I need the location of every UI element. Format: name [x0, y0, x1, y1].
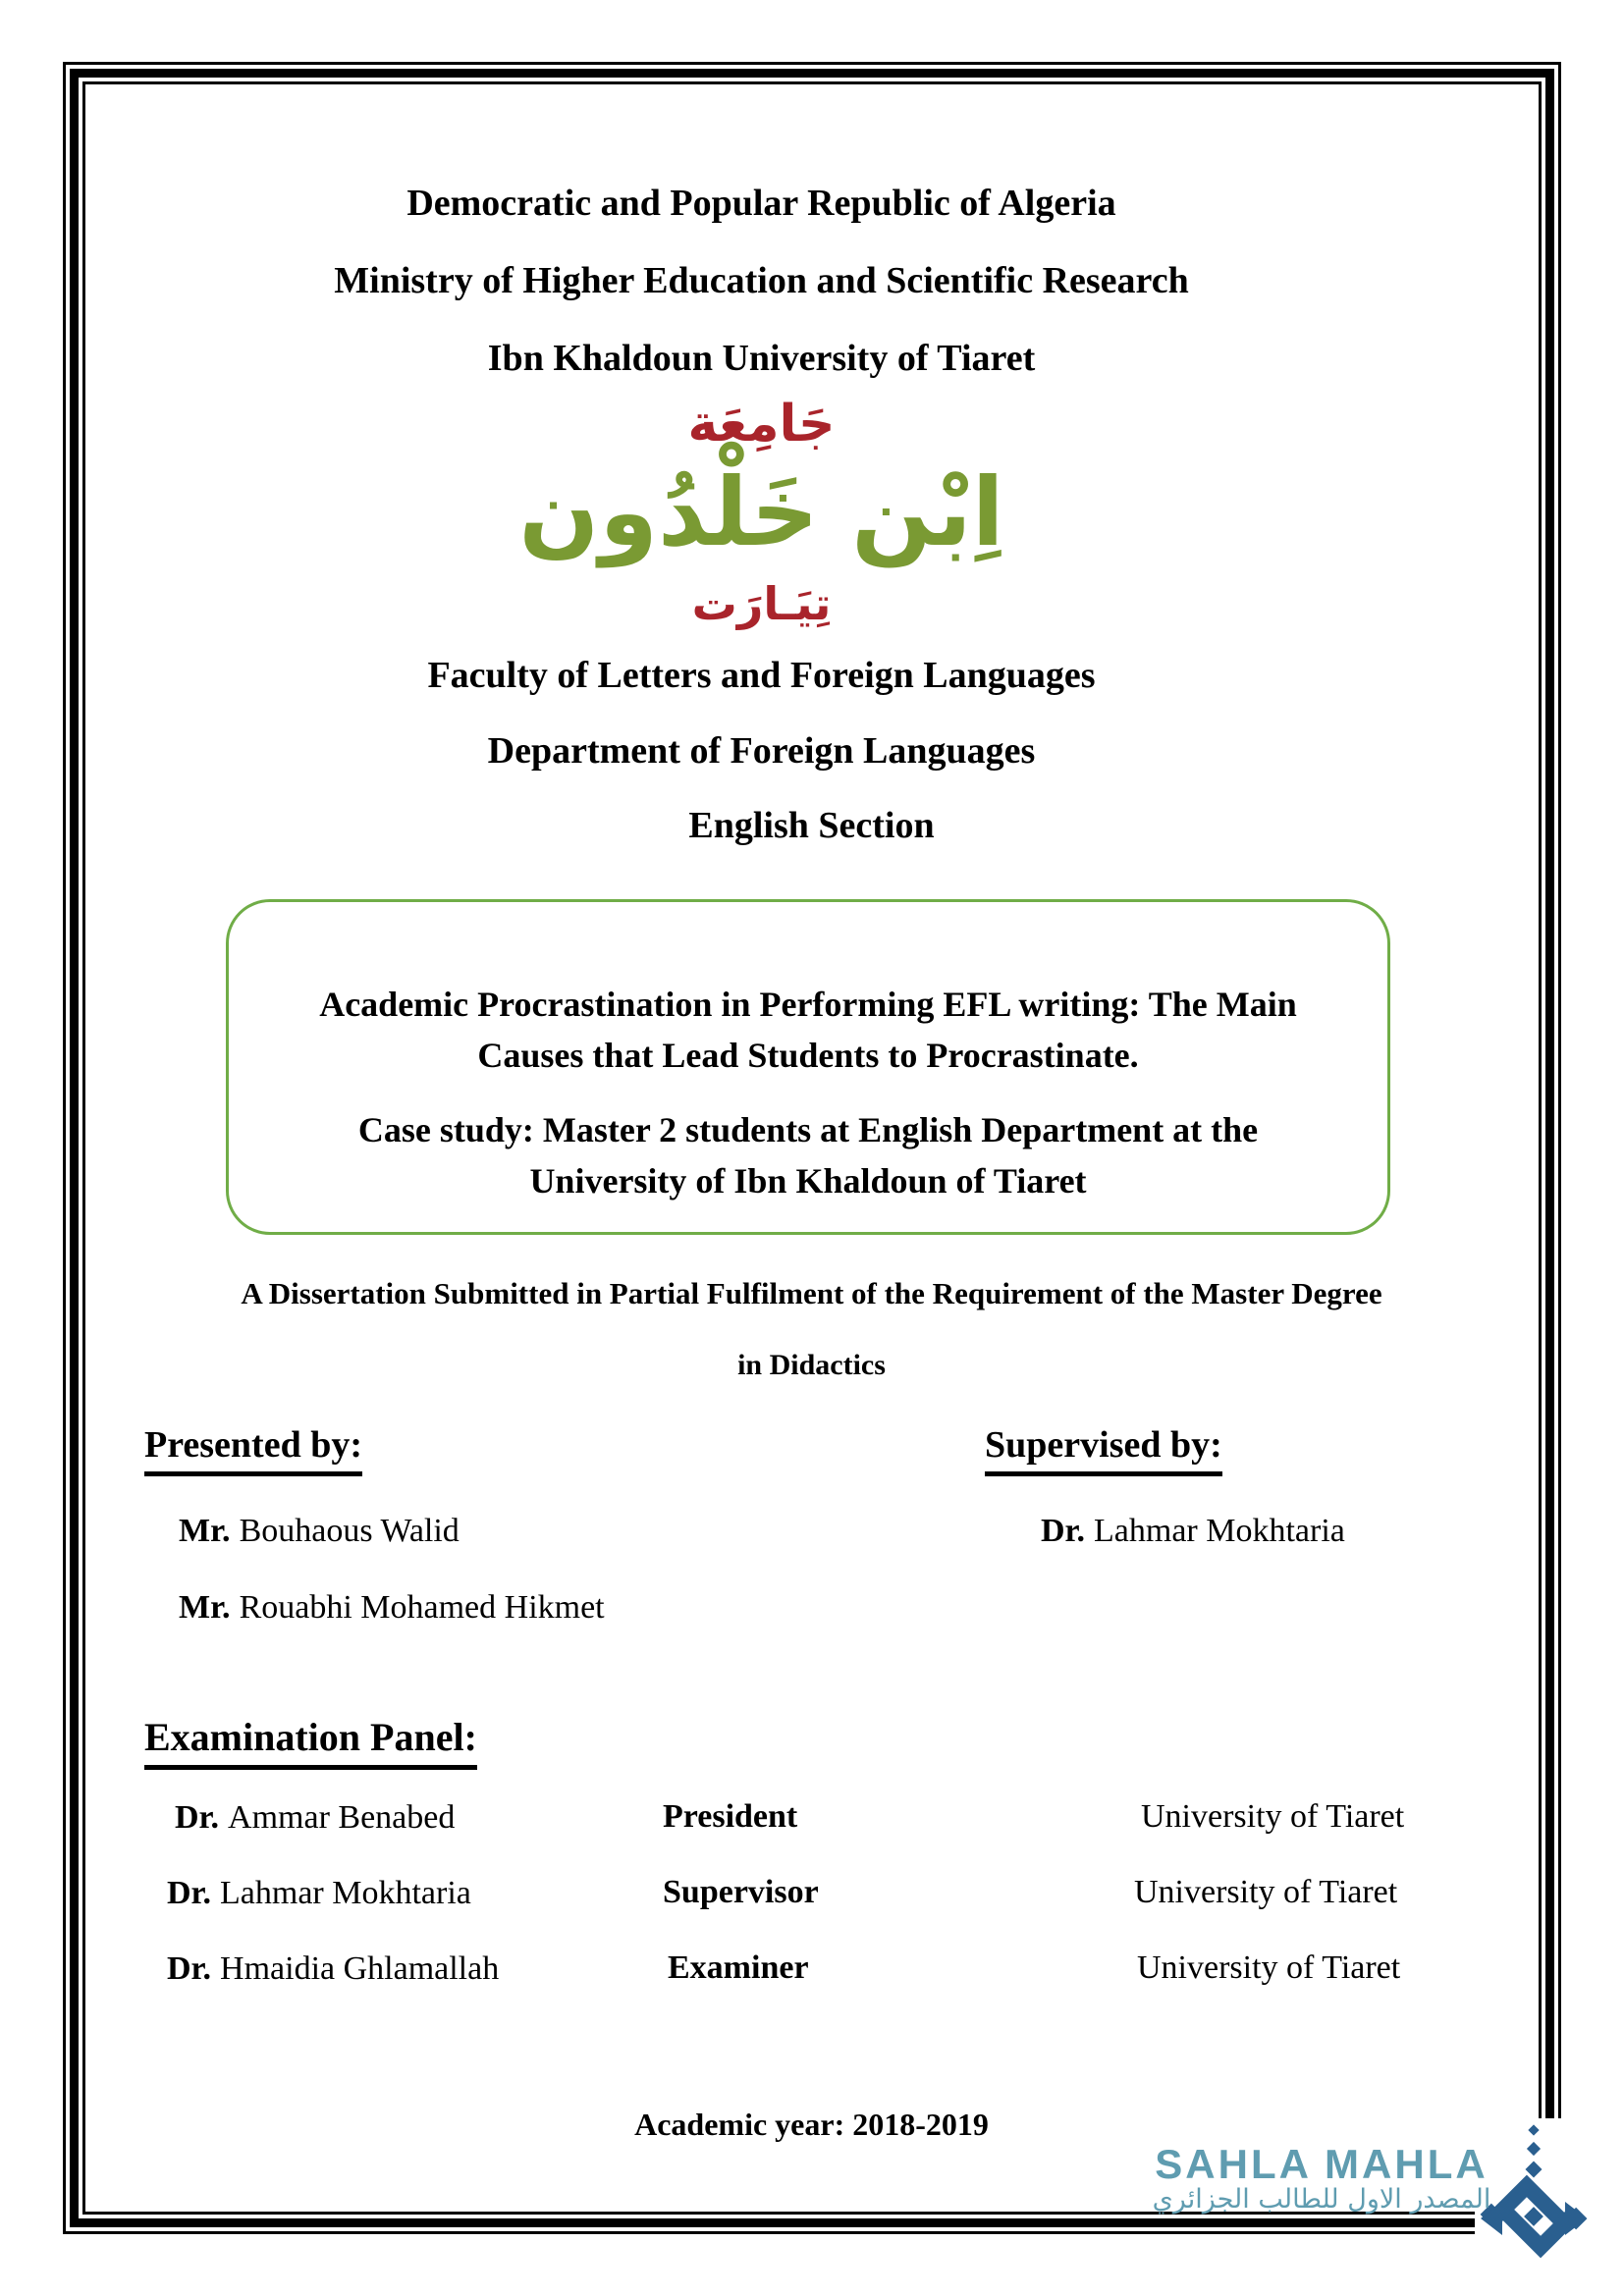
case-study-line-1: Case study: Master 2 students at English Department at the — [357, 1110, 1259, 1149]
logo-arabic-ibn-khaldoun: اِبْن خَلْدُون — [518, 457, 1004, 567]
supervised-by-heading-wrap — [985, 1425, 1222, 1476]
logo-arabic-tiaret: تِيَـارَت — [691, 577, 832, 630]
logo-arabic-university-word: جَامِعَة — [687, 395, 836, 454]
panel-affiliation: University of Tiaret — [1141, 1798, 1405, 1835]
examination-panel-heading: Examination Panel: — [144, 1716, 477, 1770]
university-logo — [88, 395, 1535, 636]
panel-affiliation: University of Tiaret — [1137, 1949, 1401, 1986]
faculty-block — [88, 638, 1535, 789]
republic-line: Democratic and Popular Republic of Algeria — [406, 183, 1116, 224]
panel-role: President — [663, 1798, 798, 1835]
panel-role: Examiner — [668, 1949, 809, 1986]
submission-statement: A Dissertation Submitted in Partial Fulfilment of the Requirement of the Master Degree — [241, 1276, 1382, 1310]
sahla-mahla-tagline: المصدر الاول للطالب الجزائري — [1152, 2184, 1491, 2215]
examination-panel-heading-wrap — [144, 1716, 477, 1770]
presented-by-heading: Presented by: — [144, 1425, 362, 1476]
supervised-by-heading: Supervised by: — [985, 1425, 1222, 1476]
academic-year: Academic year: 2018-2019 — [634, 2107, 989, 2142]
supervisor-name: Dr. Lahmar Mokhtaria — [1041, 1513, 1345, 1549]
student-name-1: Mr. Bouhaous Walid — [179, 1513, 460, 1549]
presented-by-heading-wrap — [144, 1425, 362, 1476]
case-study-line-2: University of Ibn Khaldoun of Tiaret — [529, 1161, 1087, 1201]
university-line: Ibn Khaldoun University of Tiaret — [487, 338, 1036, 379]
dissertation-cover-page: Democratic and Popular Republic of Algeria Ministry of Higher Education and Scientific Research Ibn Khaldoun University of Tiaret جَامِعَة اِبْن خَلْدُون تِيَـارَت Faculty of Letters and Foreign Languages Department of Foreign Languages English Section Academic Procrastination in Performing EFL writing: The Main Causes that Lead Students to Procrastinate. Case study: Master 2 students at English Department at the University of Ibn Khaldoun of Tiaret A Dissertation Submitted in Partial Fulfilment of the Requirement of the Master Degree in Didactics Presented by: Supervised by: Mr. Bouhaous Walid Dr. Lahmar Mokhtaria Mr. Rouabhi Mohamed Hikmet Examination Panel: Dr. Ammar Benabed President University of Tiaret Dr. Lahmar Mokhtaria Supervisor University of Tiaret Dr. Hmaidia Ghlamallah Examiner University of Tiaret Academic year: 2018-2019 SAHLA MAHLA المصدر الاول للطالب الجزائري — [0, 0, 1624, 2296]
ministry-line: Ministry of Higher Education and Scientific Research — [334, 260, 1189, 301]
faculty-line: Faculty of Letters and Foreign Languages — [427, 655, 1096, 696]
submission-field: in Didactics — [737, 1349, 886, 1381]
student-name-2: Mr. Rouabhi Mohamed Hikmet — [179, 1589, 605, 1626]
dissertation-title-box — [226, 899, 1390, 1235]
institution-header — [88, 165, 1535, 398]
department-line: Department of Foreign Languages — [487, 730, 1036, 772]
sahla-mahla-watermark: SAHLA MAHLA — [1155, 2141, 1489, 2187]
panel-affiliation: University of Tiaret — [1134, 1874, 1398, 1910]
main-title-line-1: Academic Procrastination in Performing EFL writing: The Main — [319, 985, 1297, 1024]
main-title-line-2: Causes that Lead Students to Procrastinate. — [477, 1036, 1139, 1075]
panel-role: Supervisor — [663, 1874, 819, 1910]
english-section-line: English Section — [688, 805, 935, 846]
